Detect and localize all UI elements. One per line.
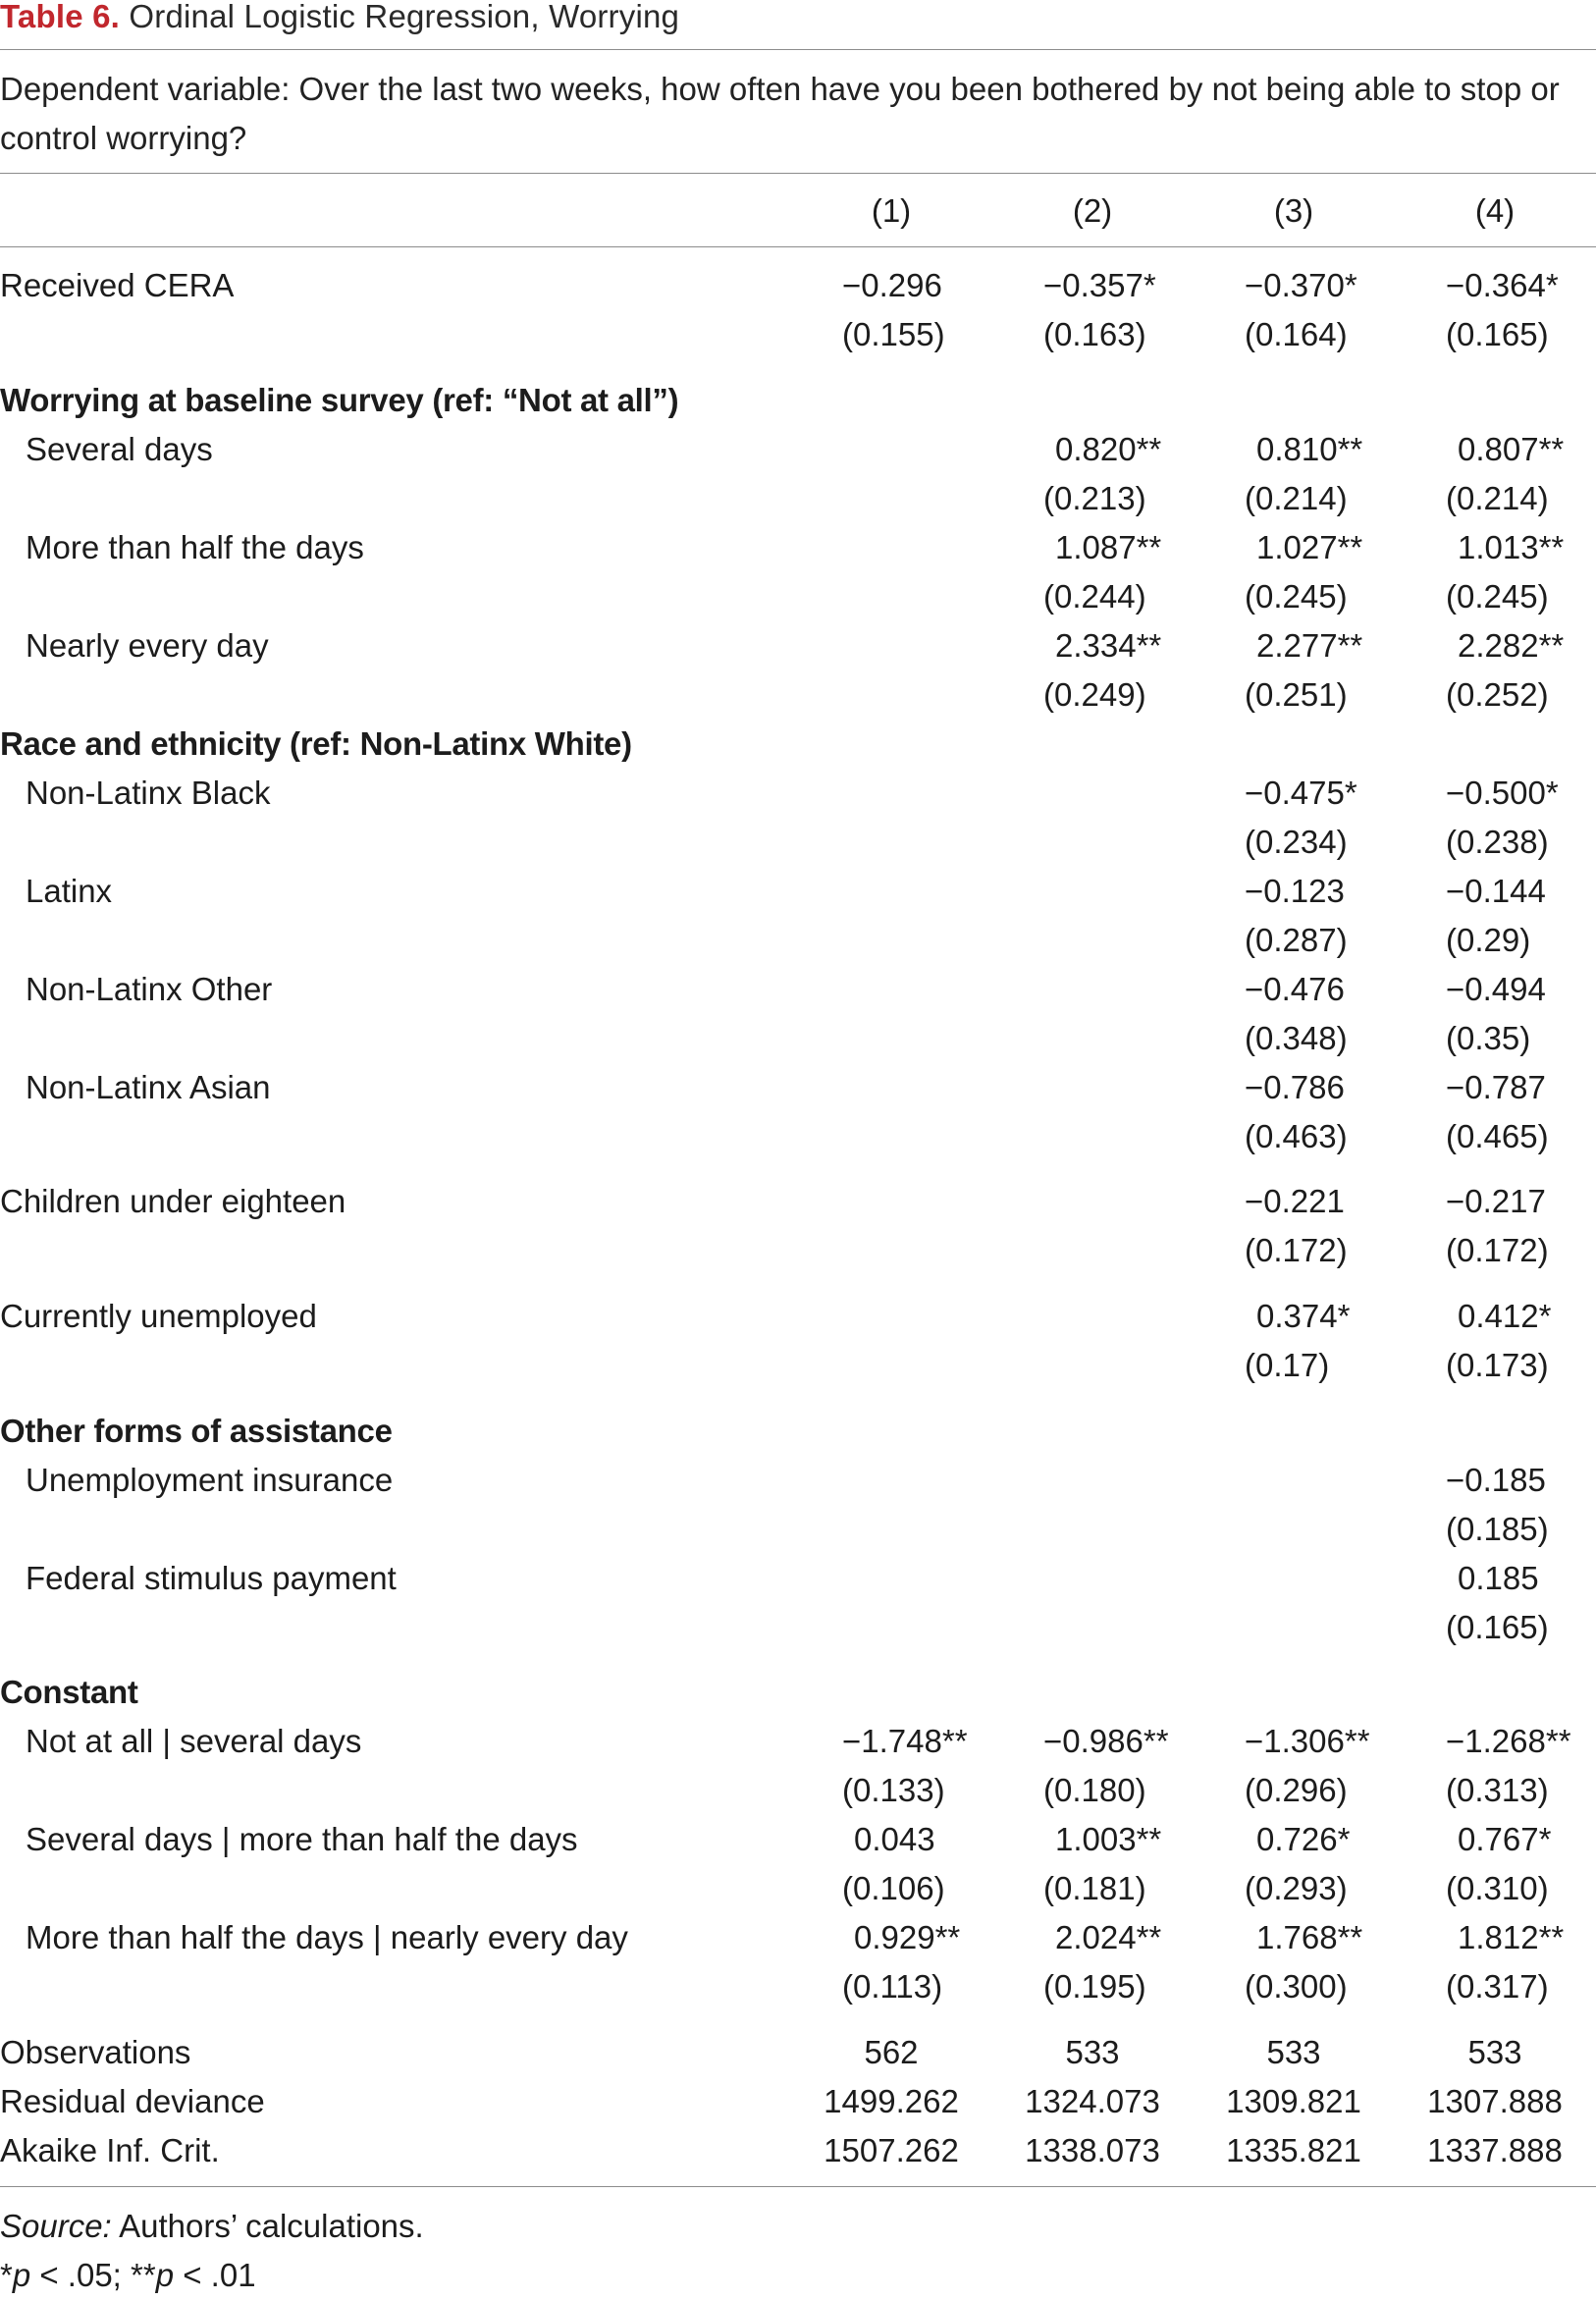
table-row — [0, 376, 1596, 425]
source-note — [0, 2202, 424, 2251]
cell-col-1: (0.155) — [842, 316, 945, 352]
cell-col-4: (0.29) — [1446, 922, 1531, 958]
cell-col-3: −0.221 — [1245, 1183, 1345, 1219]
section-label: Other forms of assistance — [0, 1413, 393, 1449]
table-row — [0, 1112, 1596, 1161]
cell-col-4: 533 — [1467, 2034, 1522, 2070]
table-title — [0, 0, 679, 49]
cell-col-3: 0.726* — [1256, 1821, 1351, 1857]
cell-col-4: (0.165) — [1446, 316, 1549, 352]
cell-col-3: 0.374* — [1256, 1298, 1351, 1334]
cell-col-2: 1324.073 — [1025, 2083, 1160, 2119]
cell-col-4: 0.807** — [1458, 431, 1565, 467]
row-label: Several days — [26, 431, 213, 467]
cell-col-4: (0.185) — [1446, 1511, 1549, 1547]
table-row — [0, 2028, 1596, 2077]
cell-col-3: −0.370* — [1245, 267, 1357, 303]
cell-col-4: 1.812** — [1458, 1919, 1565, 1955]
row-label: Not at all | several days — [26, 1723, 362, 1759]
cell-col-2: (0.163) — [1043, 316, 1146, 352]
column-header-1: (1) — [871, 192, 912, 229]
cell-col-1: 1499.262 — [824, 2083, 959, 2119]
cell-col-1: 562 — [864, 2034, 919, 2070]
cell-col-3: (0.293) — [1245, 1870, 1348, 1906]
cell-col-2: 2.334** — [1055, 627, 1162, 664]
table-row — [0, 1668, 1596, 1717]
cell-col-4: (0.238) — [1446, 824, 1549, 860]
cell-col-3: −0.475* — [1245, 775, 1357, 811]
cell-col-4: −0.494 — [1446, 971, 1546, 1007]
column-header-2: (2) — [1072, 192, 1113, 229]
cell-col-3: 533 — [1266, 2034, 1321, 2070]
cell-col-4: (0.35) — [1446, 1020, 1531, 1056]
table-row — [0, 1407, 1596, 1456]
row-label: More than half the days — [26, 529, 364, 565]
table-row — [0, 523, 1596, 572]
cell-col-2: −0.357* — [1043, 267, 1156, 303]
table-row — [0, 1226, 1596, 1275]
cell-col-2: 1.003** — [1055, 1821, 1162, 1857]
cell-col-4: (0.317) — [1446, 1968, 1549, 2005]
cell-col-4: (0.313) — [1446, 1772, 1549, 1808]
p-threshold-05: < .05; ** — [30, 2257, 156, 2293]
cell-col-4: (0.172) — [1446, 1232, 1549, 1268]
table-row — [0, 1717, 1596, 1766]
cell-col-4: 0.185 — [1458, 1560, 1539, 1596]
row-label: Federal stimulus payment — [26, 1560, 397, 1596]
cell-col-2: 1.087** — [1055, 529, 1162, 565]
cell-col-4: 0.412* — [1458, 1298, 1552, 1334]
row-label: Non-Latinx Asian — [26, 1069, 271, 1105]
section-label: Race and ethnicity (ref: Non-Latinx White) — [0, 725, 632, 762]
cell-col-2: 533 — [1065, 2034, 1120, 2070]
table-row — [0, 1913, 1596, 1962]
cell-col-3: (0.251) — [1245, 676, 1348, 713]
row-label: Non-Latinx Black — [26, 775, 271, 811]
top-rule — [0, 49, 1596, 50]
cell-col-1: 1507.262 — [824, 2132, 959, 2168]
cell-col-3: −1.306** — [1245, 1723, 1370, 1759]
cell-col-2: (0.195) — [1043, 1968, 1146, 2005]
cell-col-4: 1307.888 — [1427, 2083, 1563, 2119]
p-symbol-2: p — [155, 2257, 175, 2293]
cell-col-4: (0.214) — [1446, 480, 1549, 516]
cell-col-4: −1.268** — [1446, 1723, 1571, 1759]
cell-col-3: −0.786 — [1245, 1069, 1345, 1105]
cell-col-2: (0.180) — [1043, 1772, 1146, 1808]
table-row — [0, 425, 1596, 474]
table-row — [0, 769, 1596, 818]
table-row — [0, 310, 1596, 359]
cell-col-3: (0.296) — [1245, 1772, 1348, 1808]
cell-col-3: (0.234) — [1245, 824, 1348, 860]
table-row — [0, 670, 1596, 720]
row-label: Akaike Inf. Crit. — [0, 2132, 220, 2168]
table-row — [0, 916, 1596, 965]
cell-col-3: (0.164) — [1245, 316, 1348, 352]
cell-col-1: −0.296 — [842, 267, 942, 303]
cell-col-3: (0.300) — [1245, 1968, 1348, 2005]
table-row — [0, 261, 1596, 310]
cell-col-3: −0.123 — [1245, 873, 1345, 909]
row-label: Observations — [0, 2034, 191, 2070]
cell-col-3: 2.277** — [1256, 627, 1363, 664]
cell-col-1: (0.133) — [842, 1772, 945, 1808]
table-row — [0, 720, 1596, 769]
cell-col-1: −1.748** — [842, 1723, 968, 1759]
header-bottom-rule — [0, 246, 1596, 247]
cell-col-3: 1309.821 — [1226, 2083, 1361, 2119]
cell-col-4: (0.165) — [1446, 1609, 1549, 1645]
row-label: Received CERA — [0, 267, 235, 303]
cell-col-4: (0.173) — [1446, 1347, 1549, 1383]
table-row — [0, 867, 1596, 916]
row-label: Several days | more than half the days — [26, 1821, 578, 1857]
row-label: More than half the days | nearly every day — [26, 1919, 628, 1955]
cell-col-4: −0.185 — [1446, 1462, 1546, 1498]
cell-col-1: 0.929** — [854, 1919, 961, 1955]
row-label: Currently unemployed — [0, 1298, 317, 1334]
cell-col-4: −0.500* — [1446, 775, 1559, 811]
section-label: Constant — [0, 1674, 138, 1710]
cell-col-3: 1335.821 — [1226, 2132, 1361, 2168]
column-header-3: (3) — [1273, 192, 1314, 229]
cell-col-2: (0.249) — [1043, 676, 1146, 713]
table-row — [0, 1177, 1596, 1226]
table-caption: Ordinal Logistic Regression, Worrying — [129, 0, 680, 34]
cell-col-2: (0.244) — [1043, 578, 1146, 615]
cell-col-2: (0.181) — [1043, 1870, 1146, 1906]
cell-col-2: (0.213) — [1043, 480, 1146, 516]
table-row — [0, 1766, 1596, 1815]
header-top-rule — [0, 173, 1596, 174]
section-label: Worrying at baseline survey (ref: “Not at all”) — [0, 382, 679, 418]
p-threshold-01: < .01 — [174, 2257, 256, 2293]
table-row — [0, 621, 1596, 670]
cell-col-4: (0.245) — [1446, 578, 1549, 615]
source-label: Source: — [0, 2208, 112, 2244]
cell-col-4: 2.282** — [1458, 627, 1565, 664]
cell-col-2: 2.024** — [1055, 1919, 1162, 1955]
table-row — [0, 1603, 1596, 1652]
cell-col-4: 1337.888 — [1427, 2132, 1563, 2168]
table-row — [0, 1962, 1596, 2011]
cell-col-1: (0.106) — [842, 1870, 945, 1906]
table-row — [0, 1456, 1596, 1505]
cell-col-3: 0.810** — [1256, 431, 1363, 467]
table-row — [0, 1341, 1596, 1390]
row-label: Non-Latinx Other — [26, 971, 273, 1007]
star-one: * — [0, 2257, 13, 2293]
source-text: Authors’ calculations. — [119, 2208, 424, 2244]
table-row — [0, 2077, 1596, 2126]
cell-col-4: (0.465) — [1446, 1118, 1549, 1154]
significance-note — [0, 2251, 256, 2300]
cell-col-4: 0.767* — [1458, 1821, 1552, 1857]
cell-col-2: 0.820** — [1055, 431, 1162, 467]
table-number: Table 6. — [0, 0, 121, 34]
row-label: Latinx — [26, 873, 113, 909]
cell-col-1: 0.043 — [854, 1821, 935, 1857]
table-row — [0, 1063, 1596, 1112]
table-row — [0, 1505, 1596, 1554]
row-label: Nearly every day — [26, 627, 269, 664]
column-header-4: (4) — [1474, 192, 1516, 229]
dependent-variable-note: Dependent variable: Over the last two weeks, how often have you been bothered by not being able to stop or control worrying? — [0, 71, 1560, 156]
row-label: Children under eighteen — [0, 1183, 346, 1219]
cell-col-4: −0.217 — [1446, 1183, 1546, 1219]
cell-col-3: 1.027** — [1256, 529, 1363, 565]
cell-col-3: (0.172) — [1245, 1232, 1348, 1268]
cell-col-4: −0.787 — [1446, 1069, 1546, 1105]
cell-col-3: (0.214) — [1245, 480, 1348, 516]
table-row — [0, 818, 1596, 867]
table-row — [0, 965, 1596, 1014]
table-row — [0, 1864, 1596, 1913]
cell-col-2: 1338.073 — [1025, 2132, 1160, 2168]
table-row — [0, 1014, 1596, 1063]
table-row — [0, 2126, 1596, 2175]
row-label: Residual deviance — [0, 2083, 265, 2119]
cell-col-3: (0.463) — [1245, 1118, 1348, 1154]
cell-col-2: −0.986** — [1043, 1723, 1169, 1759]
cell-col-3: (0.17) — [1245, 1347, 1330, 1383]
cell-col-3: −0.476 — [1245, 971, 1345, 1007]
table-row — [0, 1554, 1596, 1603]
cell-col-1: (0.113) — [842, 1968, 943, 2005]
cell-col-3: 1.768** — [1256, 1919, 1363, 1955]
table-row — [0, 572, 1596, 621]
p-symbol-1: p — [12, 2257, 31, 2293]
cell-col-3: (0.348) — [1245, 1020, 1348, 1056]
cell-col-4: −0.144 — [1446, 873, 1546, 909]
table-row — [0, 1292, 1596, 1341]
row-label: Unemployment insurance — [26, 1462, 394, 1498]
table-row — [0, 1815, 1596, 1864]
cell-col-4: −0.364* — [1446, 267, 1559, 303]
cell-col-3: (0.245) — [1245, 578, 1348, 615]
cell-col-3: (0.287) — [1245, 922, 1348, 958]
bottom-rule — [0, 2186, 1596, 2187]
cell-col-4: (0.252) — [1446, 676, 1549, 713]
cell-col-4: (0.310) — [1446, 1870, 1549, 1906]
table-row — [0, 474, 1596, 523]
cell-col-4: 1.013** — [1458, 529, 1565, 565]
